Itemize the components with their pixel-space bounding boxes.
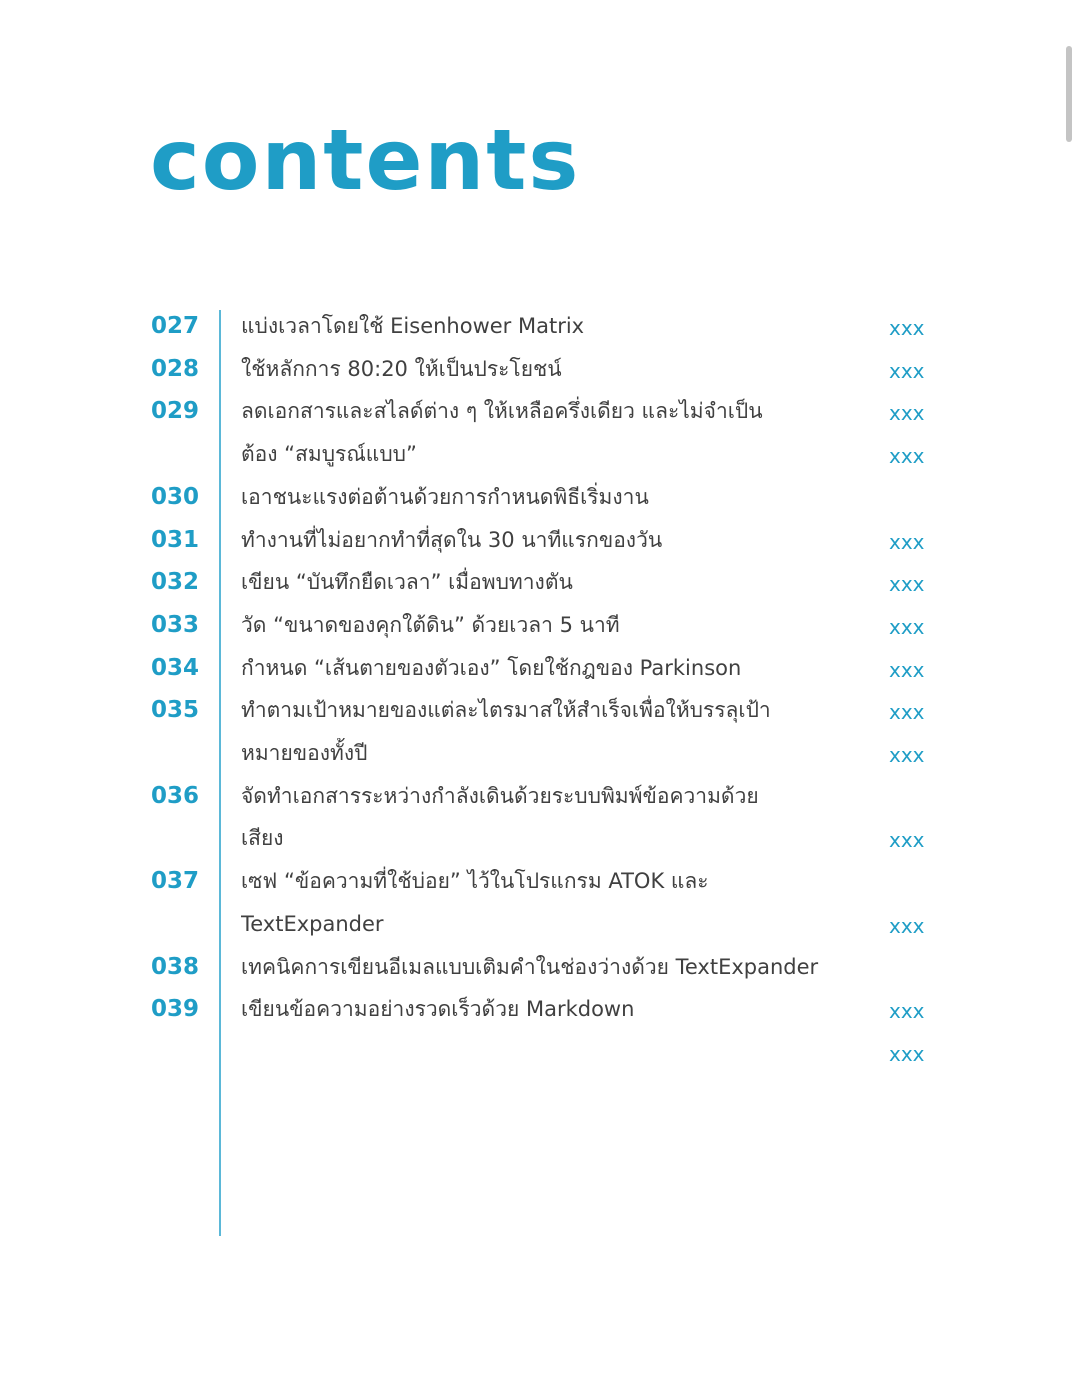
chapter-number: 027 <box>151 313 200 339</box>
chapter-title: กำหนด “เส้นตายของตัวเอง” โดยใช้กฎของ Parkinson <box>241 655 742 680</box>
chapter-number: 034 <box>151 654 200 681</box>
page-reference: xxx <box>889 358 925 383</box>
toc-row[interactable] <box>0 1033 1080 1076</box>
page-reference: xxx <box>889 572 925 597</box>
toc-row[interactable] <box>0 350 1080 393</box>
chapter-title: เขียนข้อความอย่างรวดเร็วด้วย Markdown <box>241 997 635 1022</box>
chapter-number: 037 <box>151 868 200 895</box>
chapter-title: จัดทำเอกสารระหว่างกำลังเดินด้วยระบบพิมพ์ข้อความด้วย <box>241 783 759 808</box>
toc-row[interactable] <box>0 819 1080 862</box>
page-reference: xxx <box>889 999 925 1024</box>
page-reference: xxx <box>889 529 925 554</box>
toc-row[interactable] <box>0 478 1080 521</box>
toc-row[interactable] <box>0 905 1080 948</box>
page-reference: xxx <box>889 743 925 767</box>
page-reference: xxx <box>889 614 925 639</box>
chapter-title: เขียน “บันทึกยืดเวลา” เมื่อพบทางตัน <box>241 570 573 595</box>
chapter-title: ต้อง “สมบูรณ์แบบ” <box>241 442 417 467</box>
chapter-title: แบ่งเวลาโดยใช้ Eisenhower Matrix <box>241 314 585 338</box>
chapter-title: ทำตามเป้าหมายของแต่ละไตรมาสให้สำเร็จเพื่อให้บรรลุเป้า <box>241 698 771 723</box>
page-reference: xxx <box>889 1041 925 1066</box>
page-title: contents <box>150 111 581 209</box>
chapter-title: หมายของทั้งปี <box>241 741 368 765</box>
chapter-number: 033 <box>151 611 200 638</box>
toc-row[interactable] <box>0 862 1080 905</box>
chapter-number: 038 <box>151 953 200 980</box>
chapter-title: เสียง <box>241 826 284 851</box>
toc-row[interactable] <box>0 563 1080 606</box>
chapter-title: เอาชนะแรงต่อต้านด้วยการกำหนดพิธีเริ่มงาน <box>241 484 649 509</box>
chapter-number: 031 <box>151 526 200 553</box>
chapter-number: 032 <box>151 569 200 596</box>
chapter-title: วัด “ขนาดของคุกใต้ดิน” ด้วยเวลา 5 นาที <box>241 612 620 637</box>
chapter-number: 035 <box>151 697 200 724</box>
toc-row[interactable] <box>0 649 1080 692</box>
page-reference: xxx <box>889 401 925 426</box>
toc-row[interactable] <box>0 691 1080 734</box>
chapter-title: ลดเอกสารและสไลด์ต่าง ๆ ให้เหลือครึ่งเดียว และไม่จำเป็น <box>241 399 763 424</box>
toc-row[interactable] <box>0 948 1080 991</box>
chapter-number: 039 <box>151 996 200 1023</box>
chapter-number: 030 <box>151 483 200 510</box>
toc-row[interactable] <box>0 734 1080 777</box>
chapter-title: TextExpander <box>241 911 384 936</box>
toc-row[interactable] <box>0 392 1080 435</box>
toc-row[interactable] <box>0 307 1080 350</box>
page-reference: xxx <box>889 657 925 682</box>
toc-row[interactable] <box>0 606 1080 649</box>
page-reference: xxx <box>889 316 925 340</box>
chapter-number: 029 <box>151 398 200 425</box>
page-reference: xxx <box>889 828 925 853</box>
chapter-title: ใช้หลักการ 80:20 ให้เป็นประโยชน์ <box>241 356 562 381</box>
page-reference: xxx <box>889 700 925 725</box>
chapter-title: เทคนิคการเขียนอีเมลแบบเติมคำในช่องว่างด้วย TextExpander <box>241 954 819 979</box>
toc-row[interactable] <box>0 990 1080 1033</box>
page-reference: xxx <box>889 444 925 469</box>
chapter-title: ทำงานที่ไม่อยากทำที่สุดใน 30 นาทีแรกของวัน <box>241 527 663 552</box>
page-reference: xxx <box>889 913 925 938</box>
toc-row[interactable] <box>0 521 1080 564</box>
toc-row[interactable] <box>0 435 1080 478</box>
chapter-number: 028 <box>151 355 200 382</box>
toc-row[interactable] <box>0 777 1080 820</box>
chapter-number: 036 <box>151 782 200 809</box>
scrollbar-thumb[interactable] <box>1066 46 1072 142</box>
chapter-title: เซฟ “ข้อความที่ใช้บ่อย” ไว้ในโปรแกรม ATOK และ <box>241 869 709 894</box>
